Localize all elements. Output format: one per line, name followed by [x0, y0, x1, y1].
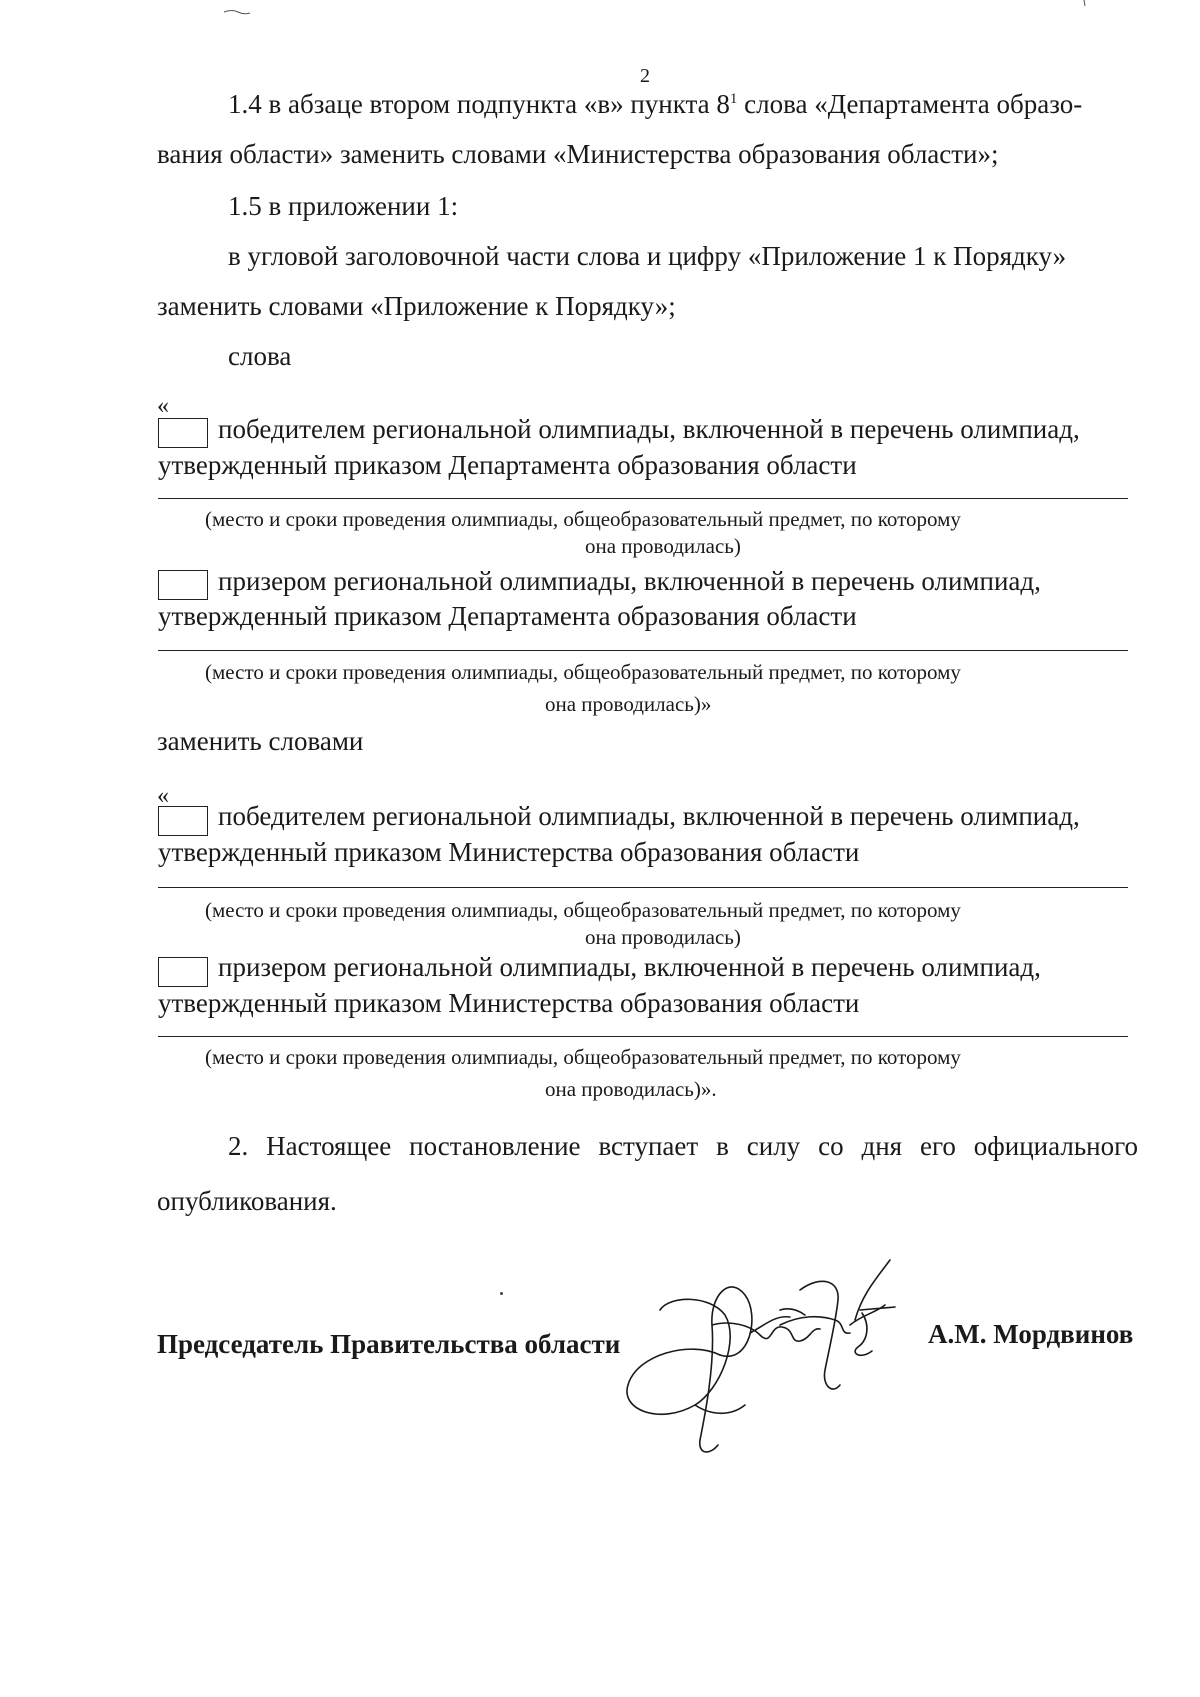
scan-artifact-top-left: [222, 8, 252, 16]
replace-label: заменить словами: [157, 726, 364, 756]
fill-in-line: [158, 887, 1128, 888]
fill-in-line: [158, 650, 1128, 651]
checkbox-winner-old: [158, 418, 208, 448]
winner-new-note-1: (место и сроки проведения олимпиады, общеобразовательный предмет, по которому: [205, 898, 961, 922]
prize-new-note-2: она проводилась)».: [545, 1077, 717, 1101]
prize-old-line-2: утвержденный приказом Департамента образования области: [158, 601, 857, 631]
words-label: слова: [228, 341, 292, 371]
signatory-name: А.М. Мордвинов: [928, 1319, 1134, 1349]
winner-old-line-2: утвержденный приказом Департамента образования области: [158, 450, 857, 480]
paragraph-1-5-heading: 1.5 в приложении 1:: [228, 191, 459, 221]
paragraph-2-line-2: опубликования.: [157, 1186, 337, 1216]
open-quote: «: [157, 393, 169, 419]
paragraph-1-4-line-1: [228, 88, 1138, 120]
prize-old-note-2: она проводилась)»: [545, 692, 712, 716]
scan-artifact-top-right: [1080, 0, 1090, 8]
winner-old-note-1: (место и сроки проведения олимпиады, общеобразовательный предмет, по которому: [205, 507, 961, 531]
prize-new-line-1: призером региональной олимпиады, включенной в перечень олимпиад,: [218, 952, 1041, 982]
prize-new-note-1: (место и сроки проведения олимпиады, общеобразовательный предмет, по которому: [205, 1045, 961, 1069]
prize-new-line-2: утвержденный приказом Министерства образования области: [158, 988, 860, 1018]
paragraph-2-line-1: 2. Настоящее постановление вступает в силу со дня его официального: [228, 1131, 1138, 1161]
prize-old-note-1: (место и сроки проведения олимпиады, общеобразовательный предмет, по которому: [205, 660, 961, 684]
checkbox-winner-new: [158, 806, 208, 836]
fill-in-line: [158, 1036, 1128, 1037]
fill-in-line: [158, 498, 1128, 499]
prize-old-line-1: призером региональной олимпиады, включенной в перечень олимпиад,: [218, 566, 1041, 596]
paragraph-1-4-line-2: вания области» заменить словами «Министерства образования области»;: [157, 139, 999, 169]
checkbox-prize-new: [158, 957, 208, 987]
paragraph-1-4-text-b: слова «Департамента образо-: [737, 89, 1083, 119]
winner-old-note-2: она проводилась): [585, 534, 741, 558]
scan-dot: [500, 1292, 503, 1295]
paragraph-1-5-line-2: заменить словами «Приложение к Порядку»;: [157, 291, 676, 321]
winner-new-line-2: утвержденный приказом Министерства образования области: [158, 837, 860, 867]
paragraph-1-5-line-1: в угловой заголовочной части слова и цифру «Приложение 1 к Порядку»: [228, 241, 1067, 271]
winner-old-line-1: победителем региональной олимпиады, включенной в перечень олимпиад,: [218, 414, 1080, 444]
page-number: 2: [640, 65, 650, 87]
handwritten-signature: [600, 1255, 950, 1465]
paragraph-1-4-text-a: 1.4 в абзаце втором подпункта «в» пункта 8: [228, 89, 730, 119]
superscript: 1: [729, 91, 738, 107]
winner-new-line-1: победителем региональной олимпиады, включенной в перечень олимпиад,: [218, 801, 1080, 831]
winner-new-note-2: она проводилась): [585, 925, 741, 949]
checkbox-prize-old: [158, 570, 208, 600]
signatory-position: Председатель Правительства области: [157, 1329, 621, 1359]
open-quote: «: [157, 783, 169, 809]
